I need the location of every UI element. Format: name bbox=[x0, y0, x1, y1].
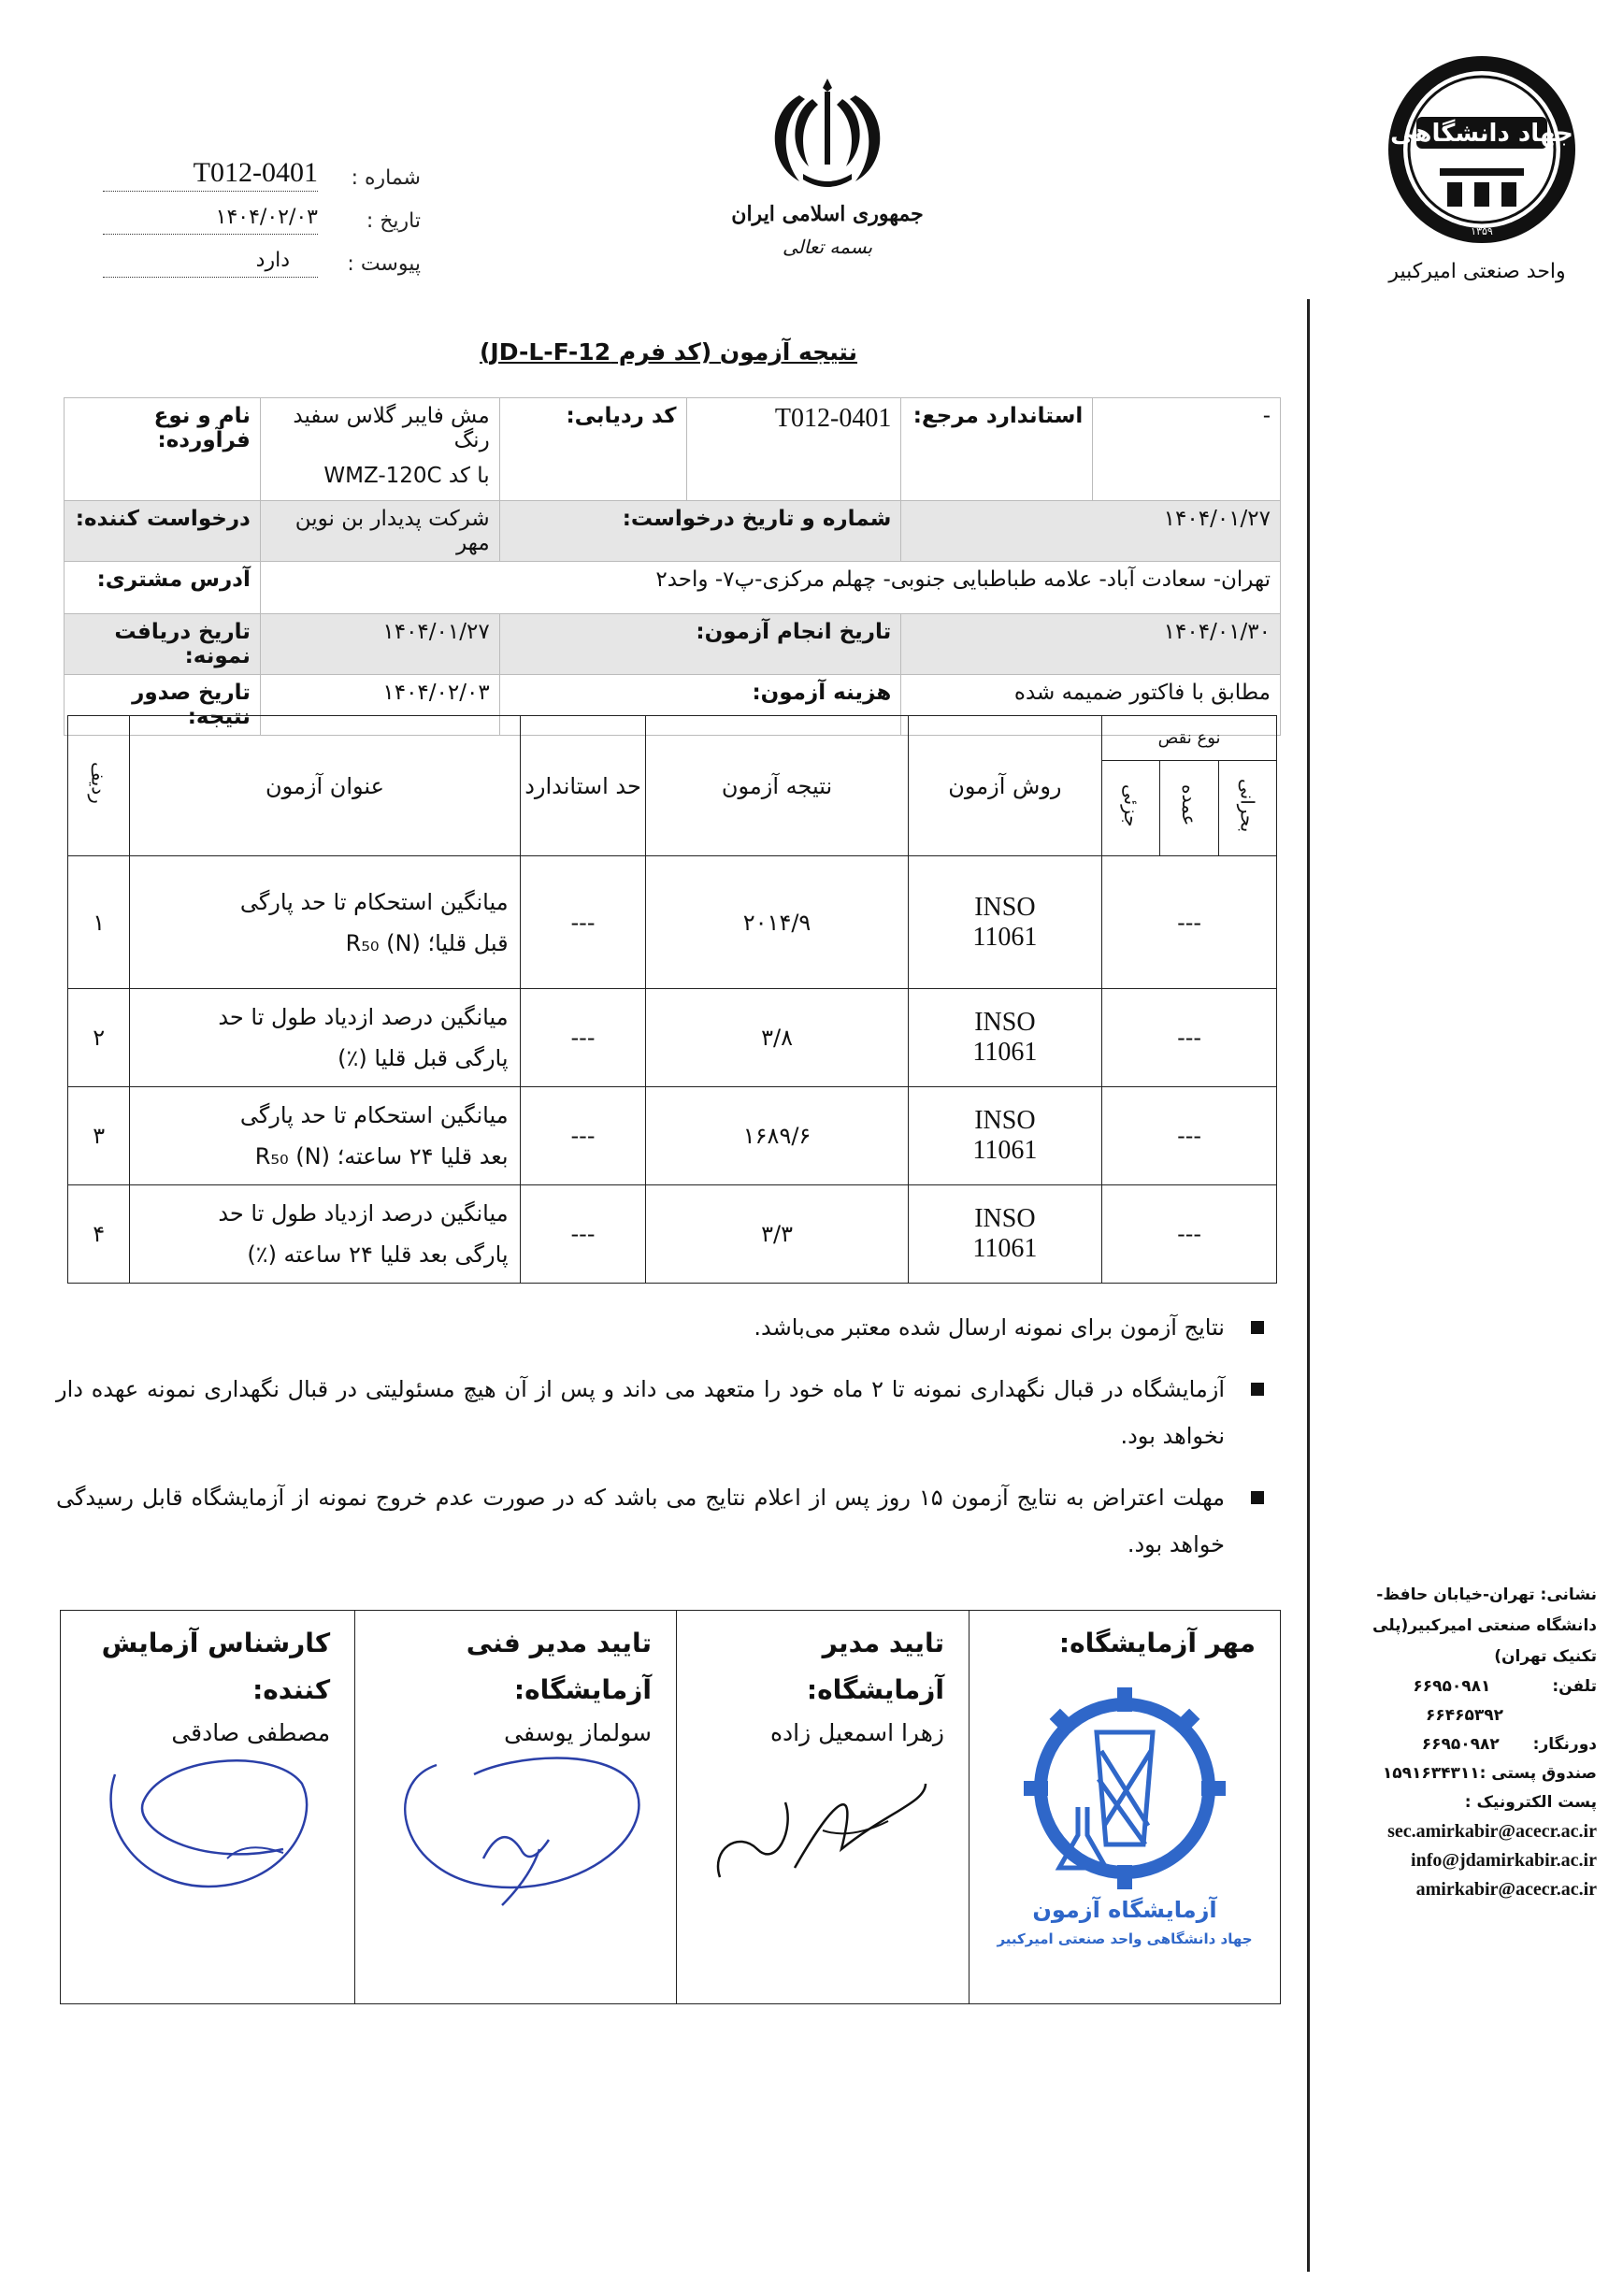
row-limit: --- bbox=[520, 856, 646, 989]
col-header-limit: حد استاندارد bbox=[520, 716, 646, 856]
info-table bbox=[64, 397, 1281, 736]
stamp-text-2: جهاد دانشگاهی واحد صنعتی امیرکبیر bbox=[997, 1930, 1253, 1947]
phone-label: تلفن: bbox=[1552, 1677, 1597, 1696]
phone-2: ۶۶۴۶۵۳۹۲ bbox=[1425, 1706, 1503, 1725]
row-method-line2: 11061 bbox=[972, 922, 1038, 952]
row-method-line2: 11061 bbox=[972, 1234, 1038, 1263]
request-no-label: شماره و تاریخ درخواست: bbox=[499, 501, 901, 562]
results-table bbox=[67, 715, 1277, 1284]
row-number: ۳ bbox=[68, 1087, 130, 1185]
row-result: ۲۰۱۴/۹ bbox=[646, 856, 908, 989]
row-limit: --- bbox=[520, 1185, 646, 1284]
results-row bbox=[68, 856, 1277, 989]
bullet-icon bbox=[1251, 1383, 1264, 1396]
defect-major: عمده bbox=[1178, 784, 1201, 826]
tech-signature bbox=[381, 1746, 652, 1924]
col-header-row: ردیف bbox=[87, 762, 110, 804]
meta-number-row bbox=[103, 157, 421, 200]
col-header-title: عنوان آزمون bbox=[130, 716, 520, 856]
bullet-icon bbox=[1251, 1321, 1264, 1334]
form-title: نتیجه آزمون (کد فرم JD-L-F-12) bbox=[479, 338, 858, 366]
info-row-address bbox=[65, 562, 1281, 614]
stamp-title: مهر آزمایشگاه: bbox=[1058, 1628, 1256, 1658]
row-title-line1: میانگین استحکام تا حد پارگی bbox=[239, 888, 509, 915]
letter-meta bbox=[103, 157, 421, 286]
standard-value: - bbox=[1093, 398, 1281, 501]
tech-title-1: تایید مدیر فنی bbox=[466, 1628, 652, 1658]
row-method-line1: INSO bbox=[974, 1106, 1036, 1135]
row-result: ۳/۸ bbox=[646, 989, 908, 1087]
address-label: آدرس مشتری: bbox=[65, 562, 261, 614]
row-method-line2: 11061 bbox=[972, 1136, 1038, 1165]
attachment-value: دارد bbox=[255, 249, 290, 272]
address-value: تهران- سعادت آباد- علامه طباطبایی جنوبی- چهلم مرکزی-پ۷- واحد۲ bbox=[260, 562, 1280, 614]
issue-date-value: ۱۴۰۴/۰۲/۰۳ bbox=[260, 675, 499, 736]
unit-name: واحد صنعتی امیرکبیر bbox=[1388, 260, 1566, 283]
tech-title-2: آزمایشگاه: bbox=[513, 1674, 652, 1705]
product-value-line1: مش فایبر گلاس سفید رنگ bbox=[293, 404, 490, 452]
receive-date-value: ۱۴۰۴/۰۱/۲۷ bbox=[260, 614, 499, 675]
email-3[interactable]: amirkabir@acecr.ac.ir bbox=[1415, 1879, 1597, 1900]
col-header-defect: نوع نقص bbox=[1102, 716, 1277, 761]
issue-date-label: تاریخ صدور نتیجه: bbox=[65, 675, 261, 736]
stamp-text-1: آزمایشگاه آزمون bbox=[1032, 1897, 1217, 1923]
logo-text: جهاد دانشگاهی bbox=[1390, 120, 1573, 148]
row-defect: --- bbox=[1102, 856, 1277, 989]
sig-lab-manager bbox=[676, 1611, 969, 2004]
signature-table bbox=[60, 1610, 1281, 2004]
date-value: ۱۴۰۴/۰۲/۰۳ bbox=[215, 206, 318, 229]
fax-value: ۶۶۹۵۰۹۸۲ bbox=[1421, 1735, 1500, 1754]
col-header-method: روش آزمون bbox=[908, 716, 1102, 856]
row-number: ۱ bbox=[68, 856, 130, 989]
requester-value: شرکت پدیدار بن نوین مهر bbox=[260, 501, 499, 562]
expert-signature bbox=[87, 1746, 330, 1905]
number-value: T012-0401 bbox=[193, 157, 318, 188]
row-title bbox=[130, 856, 520, 989]
row-title-line2: بعد قلیا ۲۴ ساعته؛ R₅₀ (N) bbox=[254, 1143, 509, 1170]
note-text: مهلت اعتراض به نتایج آزمون ۱۵ روز پس از اعلام نتایج می باشد که در صورت عدم خروج نمونه از آزمایشگاه قابل رسیدگی خواهد بود. bbox=[56, 1485, 1225, 1557]
manager-title-2: آزمایشگاه: bbox=[806, 1674, 944, 1705]
note-item bbox=[56, 1304, 1271, 1351]
row-title-line1: میانگین درصد ازدیاد طول تا حد bbox=[218, 1004, 509, 1030]
email-1[interactable]: sec.amirkabir@acecr.ac.ir bbox=[1387, 1821, 1597, 1842]
cost-value: مطابق با فاکتور ضمیمه شده bbox=[901, 675, 1281, 736]
tracking-value: T012-0401 bbox=[774, 404, 892, 433]
meta-date-row bbox=[103, 200, 421, 243]
row-title bbox=[130, 1087, 520, 1185]
row-title bbox=[130, 1185, 520, 1284]
row-defect: --- bbox=[1102, 989, 1277, 1087]
contact-address: نشانی: تهران-خیابان حافظ- دانشگاه صنعتی امیرکبیر(پلی تکنیک تهران) bbox=[1372, 1586, 1597, 1666]
tech-name: سولماز یوسفی bbox=[504, 1719, 652, 1746]
jahad-logo-icon bbox=[1384, 51, 1580, 248]
sig-expert bbox=[61, 1611, 355, 2004]
note-text: آزمایشگاه در قبال نگهداری نمونه تا ۲ ماه خود را متعهد می داند و پس از آن هیچ مسئولیتی در قبال نگهداری نمونه عهده دار نخواهد بود. bbox=[56, 1376, 1225, 1449]
row-method-line1: INSO bbox=[974, 1008, 1036, 1037]
iran-emblem bbox=[720, 73, 935, 258]
product-label: نام و نوع فرآورده: bbox=[65, 398, 261, 501]
results-row bbox=[68, 1087, 1277, 1185]
emblem-motto: بسمه تعالی bbox=[782, 236, 873, 258]
fax-label: دورنگار: bbox=[1532, 1735, 1597, 1754]
info-row-requester bbox=[65, 501, 1281, 562]
po-box: صندوق پستی :۱۵۹۱۶۳۴۳۱۱ bbox=[1382, 1764, 1597, 1783]
request-no-value: ۱۴۰۴/۰۱/۲۷ bbox=[901, 501, 1281, 562]
expert-title-1: کارشناس آزمایش bbox=[101, 1628, 331, 1658]
row-limit: --- bbox=[520, 1087, 646, 1185]
defect-critical: بحرانی bbox=[1236, 778, 1259, 833]
row-title-line1: میانگین استحکام تا حد پارگی bbox=[239, 1102, 509, 1128]
test-date-value: ۱۴۰۴/۰۱/۳۰ bbox=[901, 614, 1281, 675]
results-row bbox=[68, 989, 1277, 1087]
col-header-result: نتیجه آزمون bbox=[646, 716, 908, 856]
contact-info bbox=[1354, 1580, 1597, 1904]
date-label: تاریخ : bbox=[366, 209, 421, 233]
sig-stamp bbox=[969, 1611, 1280, 2004]
product-value bbox=[260, 398, 499, 501]
contact-fax-row bbox=[1354, 1730, 1597, 1759]
receive-date-label: تاریخ دریافت نمونه: bbox=[65, 614, 261, 675]
email-2[interactable]: info@jdamirkabir.ac.ir bbox=[1411, 1850, 1597, 1871]
manager-title-1: تایید مدیر bbox=[822, 1628, 944, 1658]
row-method bbox=[908, 989, 1102, 1087]
row-title-line2: پارگی بعد قلیا ۲۴ ساعته (٪) bbox=[247, 1241, 509, 1268]
expert-title-2: کننده: bbox=[252, 1674, 331, 1705]
meta-attachment-row bbox=[103, 243, 421, 286]
row-defect: --- bbox=[1102, 1185, 1277, 1284]
email-label: پست الکترونیک : bbox=[1464, 1793, 1597, 1812]
row-method-line1: INSO bbox=[974, 892, 1036, 922]
lab-stamp bbox=[994, 1667, 1256, 1957]
row-title-line2: قبل قلیا؛ R₅₀ (N) bbox=[345, 929, 509, 956]
note-text: نتایج آزمون برای نمونه ارسال شده معتبر می‌باشد. bbox=[754, 1314, 1225, 1341]
emblem-icon bbox=[771, 73, 883, 194]
standard-label: استاندارد مرجع: bbox=[901, 398, 1093, 501]
attachment-label: پیوست : bbox=[347, 252, 421, 276]
row-method bbox=[908, 1087, 1102, 1185]
row-number: ۴ bbox=[68, 1185, 130, 1284]
expert-name: مصطفی صادقی bbox=[171, 1719, 331, 1746]
tracking-label: کد ردیابی: bbox=[499, 398, 686, 501]
row-method bbox=[908, 1185, 1102, 1284]
info-row-dates bbox=[65, 614, 1281, 675]
row-result: ۳/۳ bbox=[646, 1185, 908, 1284]
contact-phone-row bbox=[1354, 1672, 1597, 1701]
row-limit: --- bbox=[520, 989, 646, 1087]
row-method-line2: 11061 bbox=[972, 1038, 1038, 1067]
row-method-line1: INSO bbox=[974, 1204, 1036, 1233]
row-defect: --- bbox=[1102, 1087, 1277, 1185]
row-title-line1: میانگین درصد ازدیاد طول تا حد bbox=[218, 1200, 509, 1227]
requester-label: درخواست کننده: bbox=[65, 501, 261, 562]
row-title-line2: پارگی قبل قلیا (٪) bbox=[338, 1045, 509, 1071]
cost-label: هزینه آزمون: bbox=[499, 675, 901, 736]
row-number: ۲ bbox=[68, 989, 130, 1087]
number-label: شماره : bbox=[351, 166, 421, 190]
note-item bbox=[56, 1474, 1271, 1568]
notes bbox=[56, 1304, 1271, 1583]
vertical-divider bbox=[1307, 299, 1310, 2272]
jahad-logo bbox=[1384, 51, 1580, 248]
results-row bbox=[68, 1185, 1277, 1284]
manager-name: زهرا اسمعیل زاده bbox=[769, 1719, 944, 1746]
row-result: ۱۶۸۹/۶ bbox=[646, 1087, 908, 1185]
emblem-caption: جمهوری اسلامی ایران bbox=[731, 202, 924, 226]
defect-minor: جزئی bbox=[1119, 783, 1142, 827]
product-value-line2: با کد WMZ-120C bbox=[323, 464, 490, 488]
test-date-label: تاریخ انجام آزمون: bbox=[499, 614, 901, 675]
logo-year: ۱۳۵۹ bbox=[1471, 225, 1493, 237]
row-title bbox=[130, 989, 520, 1087]
manager-signature bbox=[701, 1746, 944, 1905]
note-item bbox=[56, 1366, 1271, 1459]
row-method bbox=[908, 856, 1102, 989]
info-row-product bbox=[65, 398, 1281, 501]
sig-technical-manager bbox=[355, 1611, 677, 2004]
bullet-icon bbox=[1251, 1491, 1264, 1504]
results-header-row bbox=[68, 716, 1277, 761]
phone-1: ۶۶۹۵۰۹۸۱ bbox=[1413, 1677, 1491, 1696]
